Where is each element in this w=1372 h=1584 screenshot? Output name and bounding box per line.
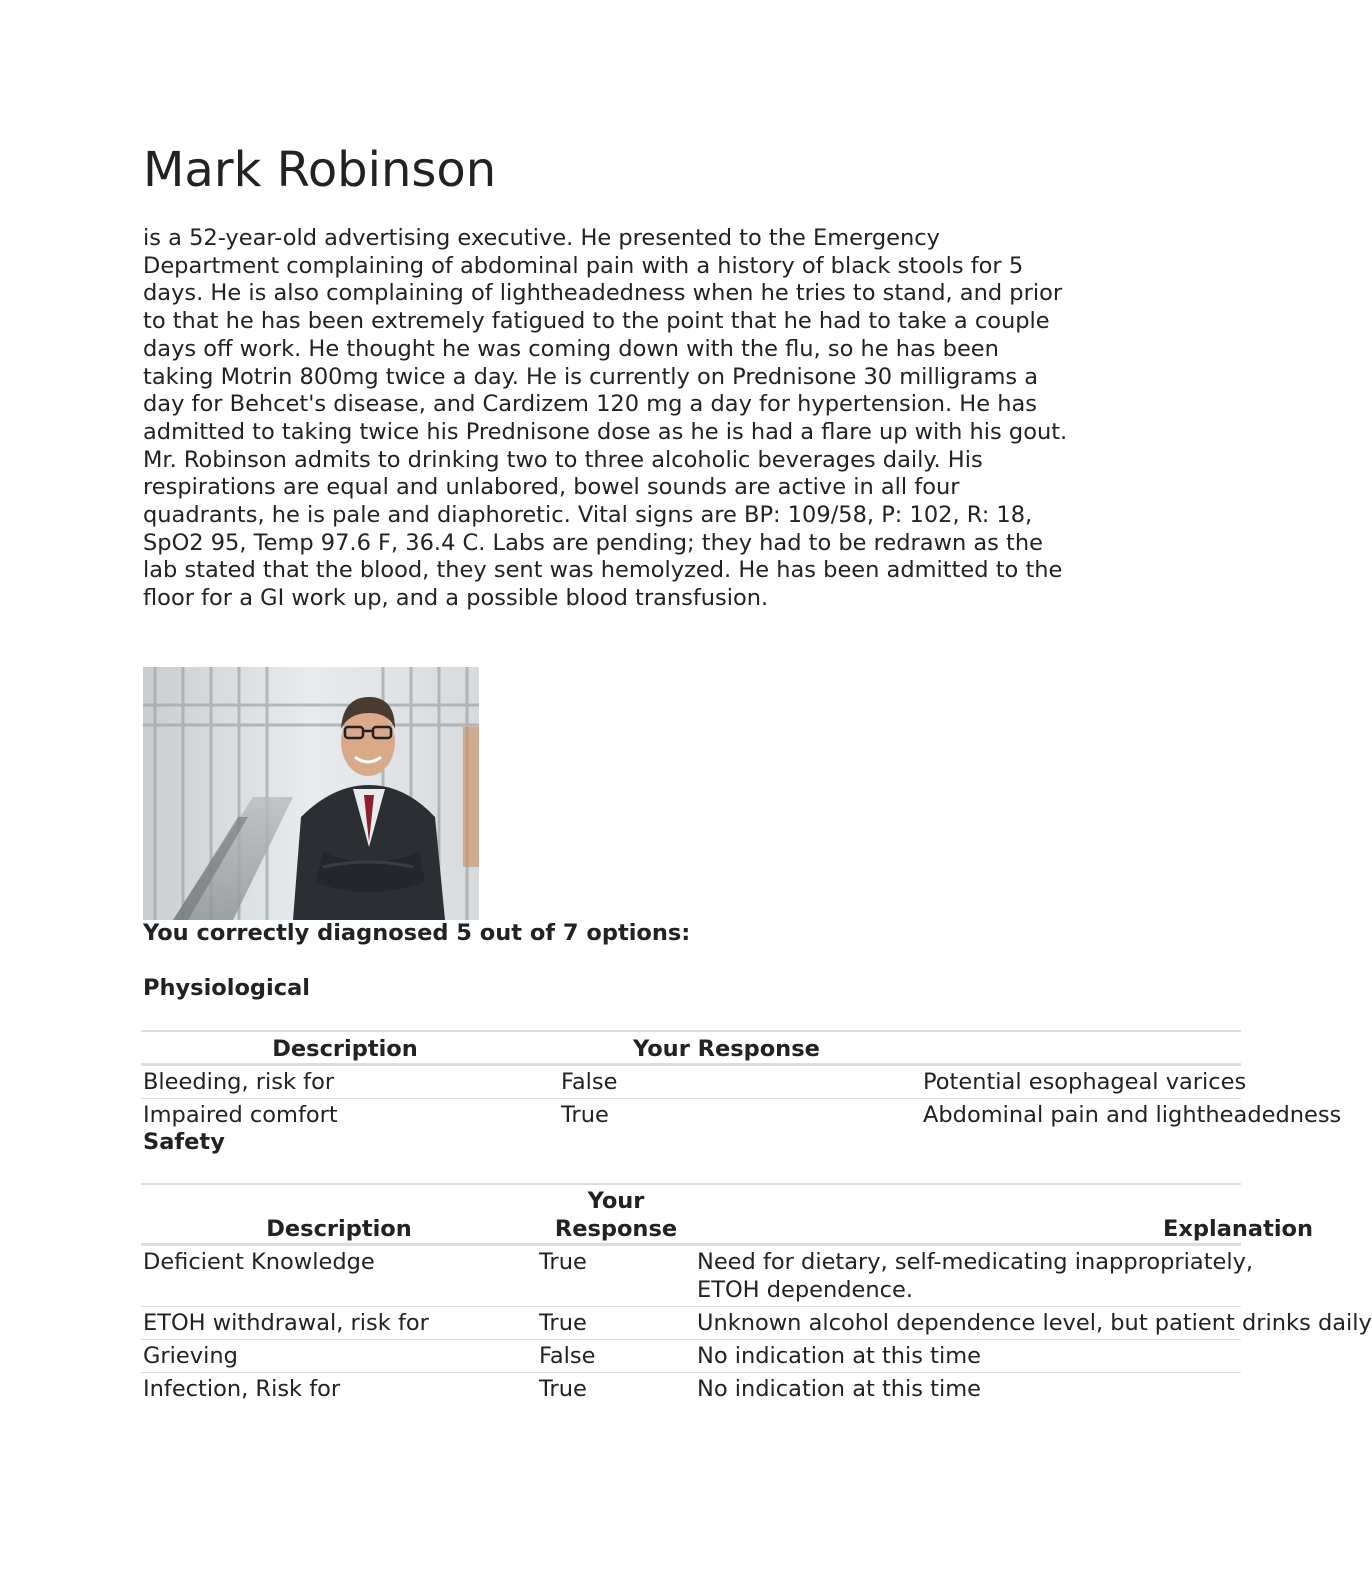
column-header-description: Description <box>141 1031 549 1065</box>
row-description: Impaired comfort <box>143 1102 338 1128</box>
column-header-explanation <box>923 1031 1241 1065</box>
table-row <box>141 1373 1241 1406</box>
section-heading-physiological: Physiological <box>143 975 310 1001</box>
row-description: Bleeding, risk for <box>141 1065 549 1099</box>
physiological-table <box>141 1030 1342 1131</box>
table-header-row <box>141 1031 1241 1065</box>
table-row <box>141 1307 1241 1340</box>
patient-description: is a 52-year-old advertising executive. He presented to the Emergency Department complaining of abdominal pain with a history of black stools for 5 days. He is also complaining of lightheadedness when he tries to stand, and prior to that he has been extremely fatigued to the point that he had to take a couple days off work. He thought he was coming down with the flu, so he has been taking Motrin 800mg twice a day. He is currently on Prednisone 30 milligrams a day for Behcet's disease, and Cardizem 120 mg a day for hypertension. He has admitted to taking twice his Prednisone dose as he is had a flare up with his gout. Mr. Robinson admits to drinking two to three alcoholic beverages daily. His respirations are equal and unlabored, bowel sounds are active in all four quadrants, he is pale and diaphoretic. Vital signs are BP: 109/58, P: 102, R: 18, SpO2 95, Temp 97.6 F, 36.4 C. Labs are pending; they had to be redrawn as the lab stated that the blood, they sent was hemolyzed. He has been admitted to the floor for a GI work up, and a possible blood transfusion. <box>143 225 1068 612</box>
row-explanation-text: Need for dietary, self-medicating inappropriately, ETOH dependence. <box>697 1249 1254 1303</box>
column-header-response: Your Response <box>537 1184 695 1245</box>
row-response: True <box>537 1245 695 1307</box>
row-response: True <box>561 1102 609 1128</box>
table-row <box>141 1340 1241 1373</box>
diagnosis-summary: You correctly diagnosed 5 out of 7 options: <box>143 920 691 946</box>
row-explanation: No indication at this time <box>695 1340 1241 1373</box>
table-row <box>141 1065 1241 1099</box>
row-response: False <box>549 1065 923 1099</box>
patient-name: Mark Robinson <box>143 142 497 198</box>
section-heading-safety: Safety <box>143 1129 225 1155</box>
row-description: Infection, Risk for <box>143 1376 341 1402</box>
table-row <box>141 1245 1241 1307</box>
patient-photo <box>143 667 479 920</box>
table-row <box>141 1099 1241 1132</box>
row-explanation <box>695 1245 1254 1307</box>
row-explanation: Abdominal pain and lightheadedness <box>923 1102 1342 1128</box>
column-header-response: Your Response <box>549 1031 923 1065</box>
row-explanation: Potential esophageal varices <box>923 1065 1241 1099</box>
row-response: False <box>537 1340 695 1373</box>
row-explanation: Unknown alcohol dependence level, but patient drinks daily <box>695 1307 1241 1340</box>
table-header-row <box>141 1184 1241 1245</box>
document-page <box>143 0 1372 1584</box>
column-header-description: Description <box>141 1184 537 1245</box>
row-response: True <box>539 1376 587 1402</box>
row-description: ETOH withdrawal, risk for <box>141 1307 537 1340</box>
column-header-explanation: Explanation <box>695 1184 1241 1245</box>
safety-table <box>141 1183 1372 1405</box>
row-explanation: No indication at this time <box>697 1376 982 1402</box>
row-response: True <box>537 1307 695 1340</box>
row-description: Deficient Knowledge <box>141 1245 537 1307</box>
row-description: Grieving <box>141 1340 537 1373</box>
